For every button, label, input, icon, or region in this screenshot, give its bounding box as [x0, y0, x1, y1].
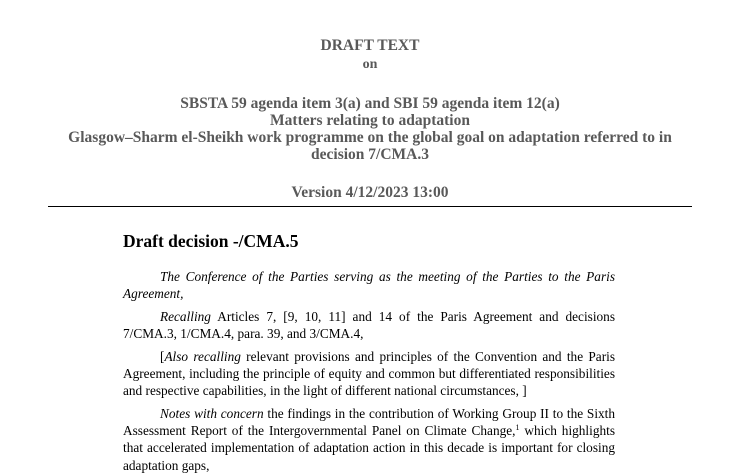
horizontal-rule: [48, 206, 692, 207]
preamble-paragraph-3: [123, 348, 615, 400]
decision-title: Draft decision -/CMA.5: [123, 231, 299, 251]
decision-reference-heading: decision 7/CMA.3: [311, 146, 429, 163]
paragraph-3-lead: Also recalling: [164, 349, 241, 364]
preamble-paragraph-4: [123, 405, 615, 474]
preamble-paragraph-1: [123, 268, 615, 302]
preamble-paragraph-2: [123, 308, 615, 342]
paragraph-3-bracket: [: [160, 349, 165, 364]
paragraph-2-lead: Recalling: [160, 309, 211, 324]
paragraph-1-text: The Conference of the Parties serving as the meeting of the Parties to the Paris Agreement,: [123, 269, 615, 302]
paragraph-4-text-b: which highlights that accelerated implementation of adaptation action in this decade is important for closing adaptation gaps,: [123, 423, 615, 473]
paragraph-4-text-a: the findings in the contribution of Working Group II to the Sixth Assessment Report of the Intergovernmental Panel on Climate Change,: [123, 406, 616, 439]
draft-text-heading: DRAFT TEXT: [320, 37, 420, 54]
matters-heading: Matters relating to adaptation: [270, 112, 470, 129]
version-heading: Version 4/12/2023 13:00: [291, 184, 449, 201]
paragraph-3-text: relevant provisions and principles of the Convention and the Paris Agreement, including the principle of equity and common but differentiated responsibilities and respective capabilities, in the light of different national circumstances, ]: [123, 349, 615, 399]
paragraph-4-lead: Notes with concern: [160, 406, 264, 421]
paragraph-2-text: Articles 7, [9, 10, 11] and 14 of the Paris Agreement and decisions 7/CMA.3, 1/CMA.4, para. 39, and 3/CMA.4,: [123, 309, 615, 342]
agenda-item-heading: SBSTA 59 agenda item 3(a) and SBI 59 agenda item 12(a): [180, 95, 560, 112]
footnote-marker[interactable]: 1: [515, 423, 520, 433]
work-programme-heading: Glasgow–Sharm el-Sheikh work programme on the global goal on adaptation referred to in: [68, 129, 672, 146]
on-heading: on: [362, 57, 378, 72]
